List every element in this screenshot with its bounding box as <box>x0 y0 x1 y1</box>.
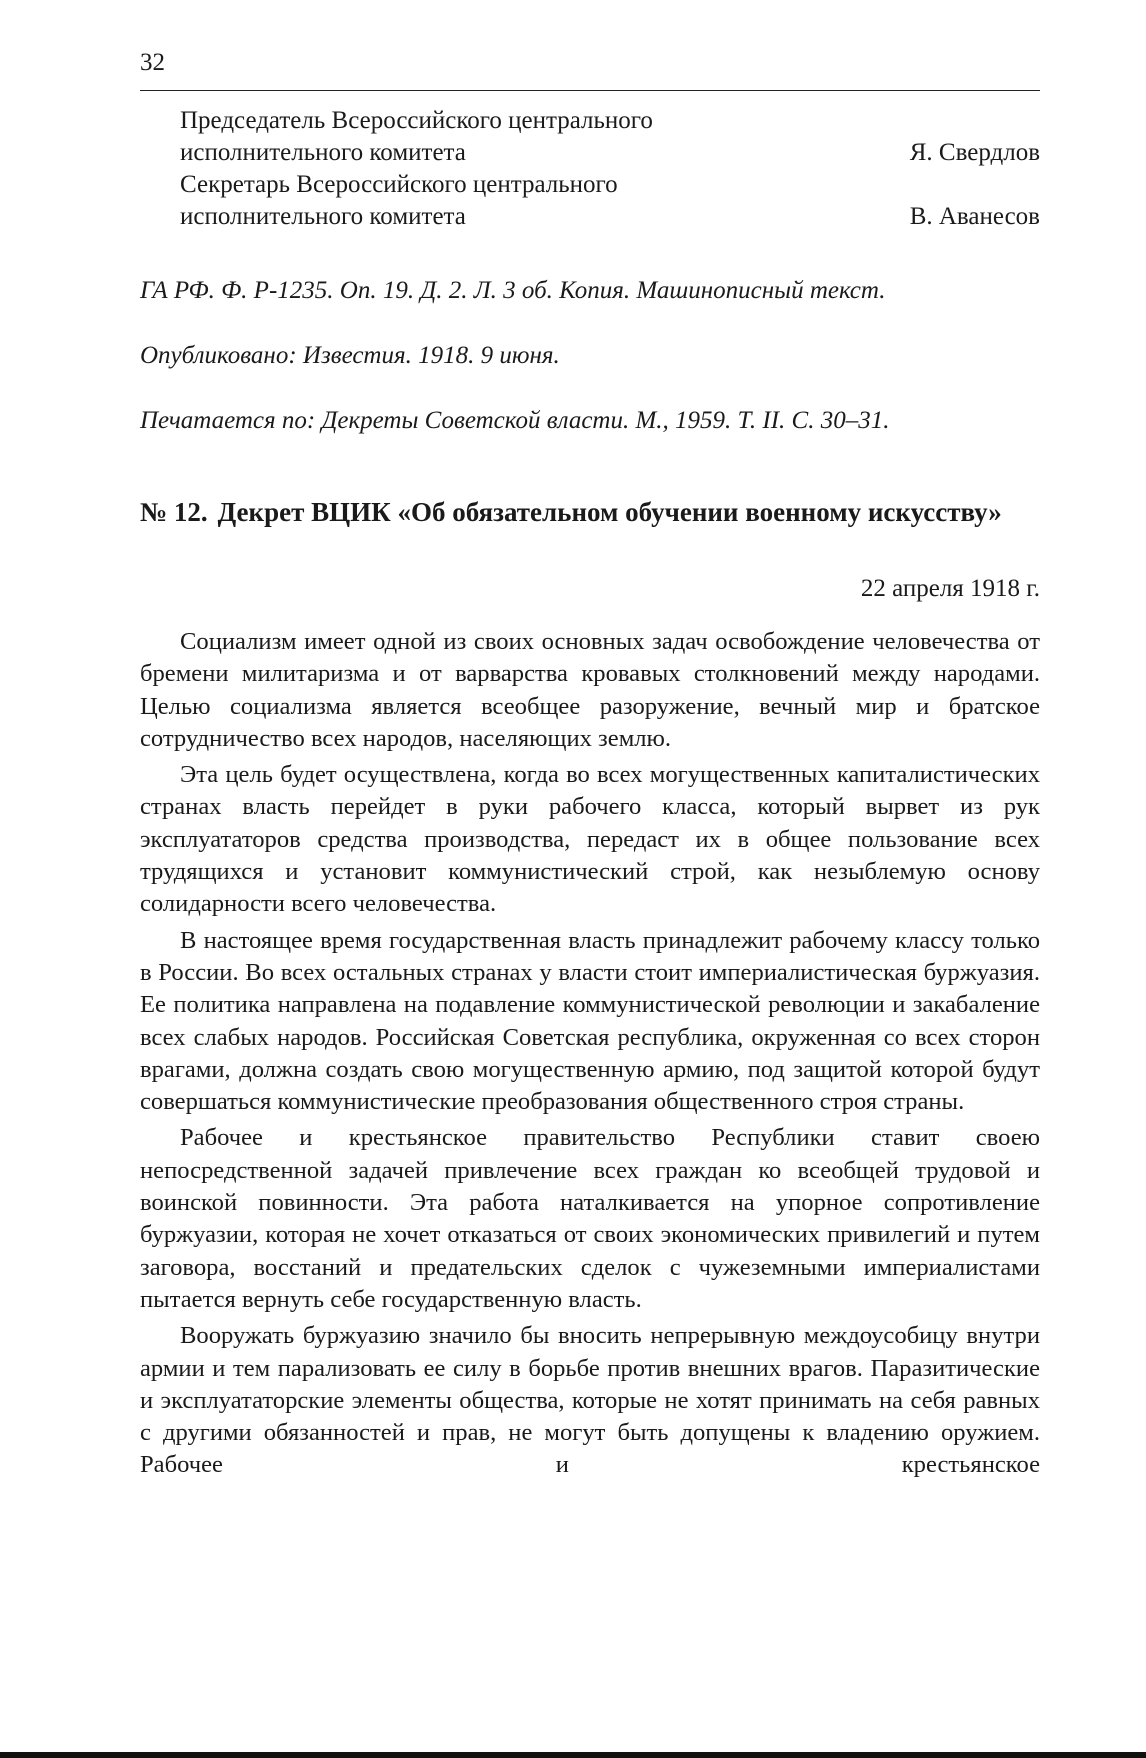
body-paragraph: Социализм имеет одной из своих основных задач освобождение человечества от бремени милитаризма и от варварства кровавых столкновений между народами. Целью социализма является всеобщее разоружение, вечный мир и братское сотрудничество всех народов, населяющих землю. <box>140 628 1040 752</box>
signature-name: В. Аванесов <box>909 203 1040 230</box>
publication-note: Опубликовано: Известия. 1918. 9 июня. <box>140 342 560 369</box>
body-paragraph: Эта цель будет осуществлена, когда во всех могущественных капиталистических странах власть перейдет в руки рабочего класса, который вырвет из рук эксплуататоров средства производства, передаст их в общее пользование всех трудящихся и установит коммунистический строй, как незыблемую основу солидарности всего человечества. <box>140 761 1040 918</box>
document-number: № 12. <box>140 497 208 527</box>
document-body <box>140 626 1040 1486</box>
signature-block <box>180 105 1040 233</box>
signature-title-line: Председатель Всероссийского центрального <box>180 107 653 134</box>
printed-from-note: Печатается по: Декреты Советской власти. М., 1959. Т. II. С. 30–31. <box>140 407 890 434</box>
document-title: Декрет ВЦИК «Об обязательном обучении военному искусству» <box>217 497 1002 527</box>
document-heading <box>140 496 1040 529</box>
signature-chairman <box>180 105 1040 169</box>
book-page <box>140 0 1040 1758</box>
signature-title-line: исполнительного комитета <box>180 139 466 166</box>
body-paragraph: Вооружать буржуазию значило бы вносить непрерывную междоусобицу внутри армии и тем парализовать ее силу в борьбе против внешних врагов. Паразитические и эксплуататорские элементы общества, которые не хотят принимать на себя равных с другими обязанностей и прав, не могут быть допущены к владению оружием. Рабочее и крестьянское <box>140 1322 1040 1479</box>
signature-name: Я. Свердлов <box>909 139 1040 166</box>
signature-title-line: Секретарь Всероссийского центрального <box>180 171 618 198</box>
signature-title-line: исполнительного комитета <box>180 203 466 230</box>
body-paragraph: В настоящее время государственная власть принадлежит рабочему классу только в России. Во всех остальных странах у власти стоит империалистическая буржуазия. Ее политика направлена на подавление коммунистической революции и закабаление всех слабых народов. Российская Советская республика, окруженная со всех сторон врагами, должна создать свою могущественную армию, под защитой которой будут совершаться коммунистические преобразования общественного строя страны. <box>140 926 1040 1116</box>
header-rule <box>140 90 1040 91</box>
source-notes <box>140 275 1040 470</box>
archive-reference: ГА РФ. Ф. Р-1235. Оп. 19. Д. 2. Л. 3 об. Копия. Машинописный текст. <box>140 277 886 304</box>
scan-bottom-edge <box>0 1752 1146 1758</box>
signature-secretary <box>180 169 1040 233</box>
body-paragraph: Рабочее и крестьянское правительство Республики ставит своею непосредственной задачей привлечение всех граждан ко всеобщей трудовой и воинской повинности. Эта работа наталкивается на упорное сопротивление буржуазии, которая не хочет отказаться от своих экономических привилегий и путем заговора, восстаний и предательских сделок с чужеземными империалистами пытается вернуть себе государственную власть. <box>140 1124 1040 1313</box>
document-date: 22 апреля 1918 г. <box>860 575 1040 602</box>
page-number: 32 <box>140 49 165 76</box>
